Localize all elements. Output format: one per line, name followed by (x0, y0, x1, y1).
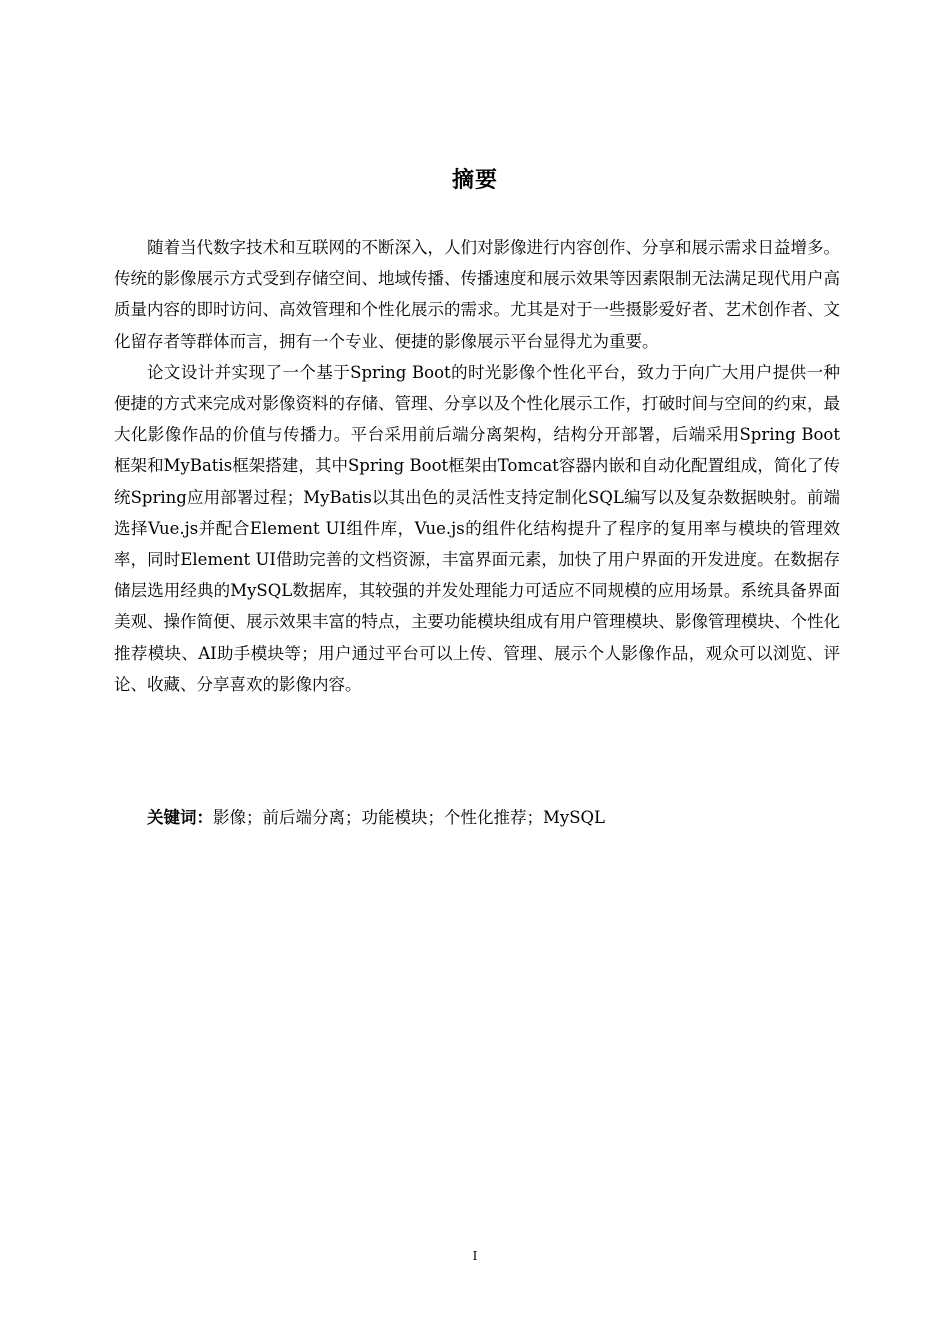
keywords-line (147, 804, 847, 832)
abstract-paragraph-1: 随着当代数字技术和互联网的不断深入，人们对影像进行内容创作、分享和展示需求日益增多。传统的影像展示方式受到存储空间、地域传播、传播速度和展示效果等因素限制无法满足现代用户高质量内容的即时访问、高效管理和个性化展示的需求。尤其是对于一些摄影爱好者、艺术创作者、文化留存者等群体而言，拥有一个专业、便捷的影像展示平台显得尤为重要。 (114, 238, 840, 351)
keywords-label: 关键词： (147, 808, 213, 827)
abstract-paragraph-2: 论文设计并实现了一个基于Spring Boot的时光影像个性化平台，致力于向广大用户提供一种便捷的方式来完成对影像资料的存储、管理、分享以及个性化展示工作，打破时间与空间的约束，最大化影像作品的价值与传播力。平台采用前后端分离架构，结构分开部署，后端采用Spring Boot框架和MyBatis框架搭建，其中Spring Boot框架由Tomcat容器内嵌和自动化配置组成，简化了传统Spring应用部署过程；MyBatis以其出色的灵活性支持定制化SQL编写以及复杂数据映射。前端选择Vue.js并配合Element UI组件库，Vue.js的组件化结构提升了程序的复用率与模块的管理效率，同时Element UI借助完善的文档资源，丰富界面元素，加快了用户界面的开发进度。在数据存储层选用经典的MySQL数据库，其较强的并发处理能力可适应不同规模的应用场景。系统具备界面美观、操作简便、展示效果丰富的特点，主要功能模块组成有用户管理模块、影像管理模块、个性化推荐模块、AI助手模块等；用户通过平台可以上传、管理、展示个人影像作品，观众可以浏览、评论、收藏、分享喜欢的影像内容。 (114, 362, 840, 694)
abstract-body (114, 232, 840, 700)
abstract-title: 摘要 (451, 168, 498, 193)
page-number: I (472, 1249, 478, 1263)
keywords-value: 影像；前后端分离；功能模块；个性化推荐；MySQL (213, 808, 606, 827)
